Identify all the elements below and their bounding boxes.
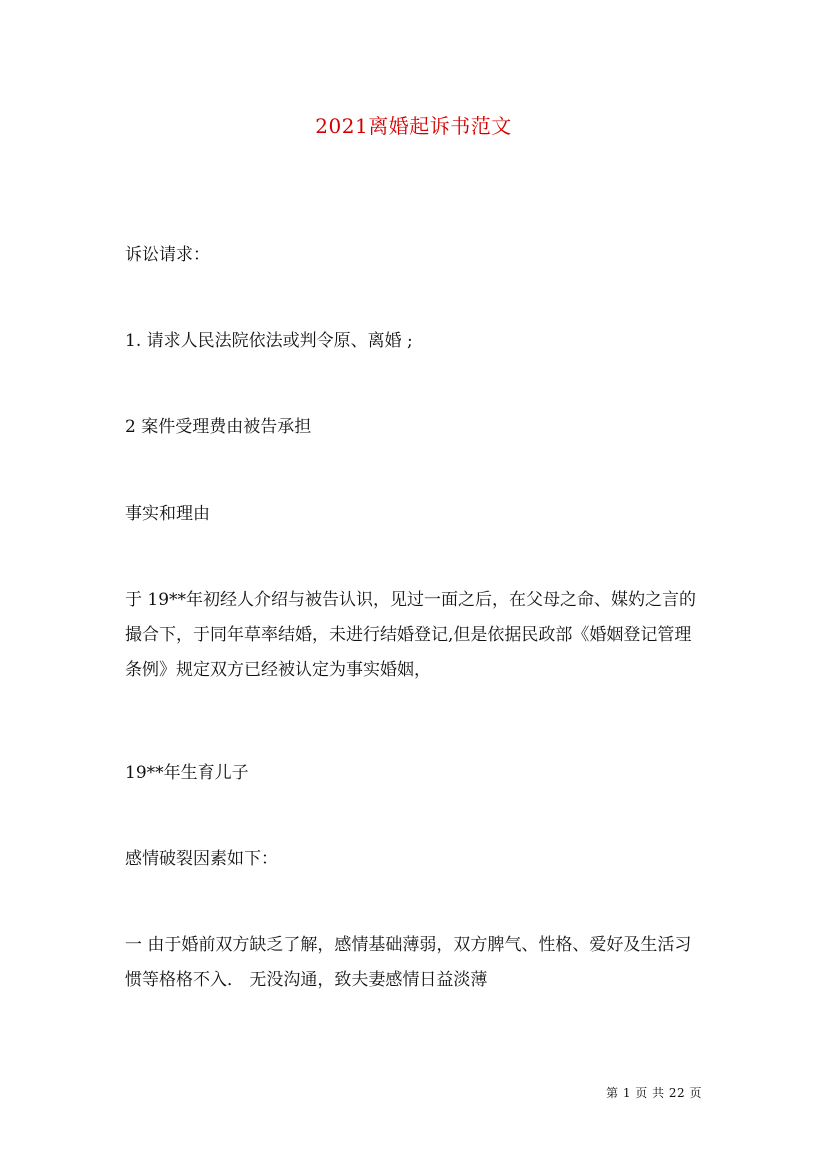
document-title: 2021离婚起诉书范文 <box>315 114 512 138</box>
paragraph-child-birth: 19**年生育儿子 <box>125 763 249 783</box>
paragraph-breakdown-heading: 感情破裂因素如下： <box>125 849 278 869</box>
paragraph-claim-2: 2 案件受理费由被告承担 <box>125 417 312 437</box>
paragraph-facts-heading: 事实和理由 <box>125 504 210 524</box>
page-number-footer: 第 1 页 共 22 页 <box>606 1086 702 1100</box>
paragraph-claim-1: 1. 请求人民法院依法或判令原、离婚 ; <box>125 331 413 351</box>
paragraph-breakdown-reason-1: 一 由于婚前双方缺乏了解，感情基础薄弱，双方脾气、性格、爱好及生活习惯等格格不入． 无没沟通，致夫妻感情日益淡薄 <box>125 935 692 990</box>
paragraph-facts-body: 于 19**年初经人介绍与被告认识，见过一面之后，在父母之命、媒妁之言的撮合下，于同年草率结婚，未进行结婚登记,但是依据民政部《婚姻登记管理条例》规定双方已经被认定为事实婚姻， <box>125 590 697 680</box>
paragraph-claims-heading: 诉讼请求： <box>125 245 210 265</box>
